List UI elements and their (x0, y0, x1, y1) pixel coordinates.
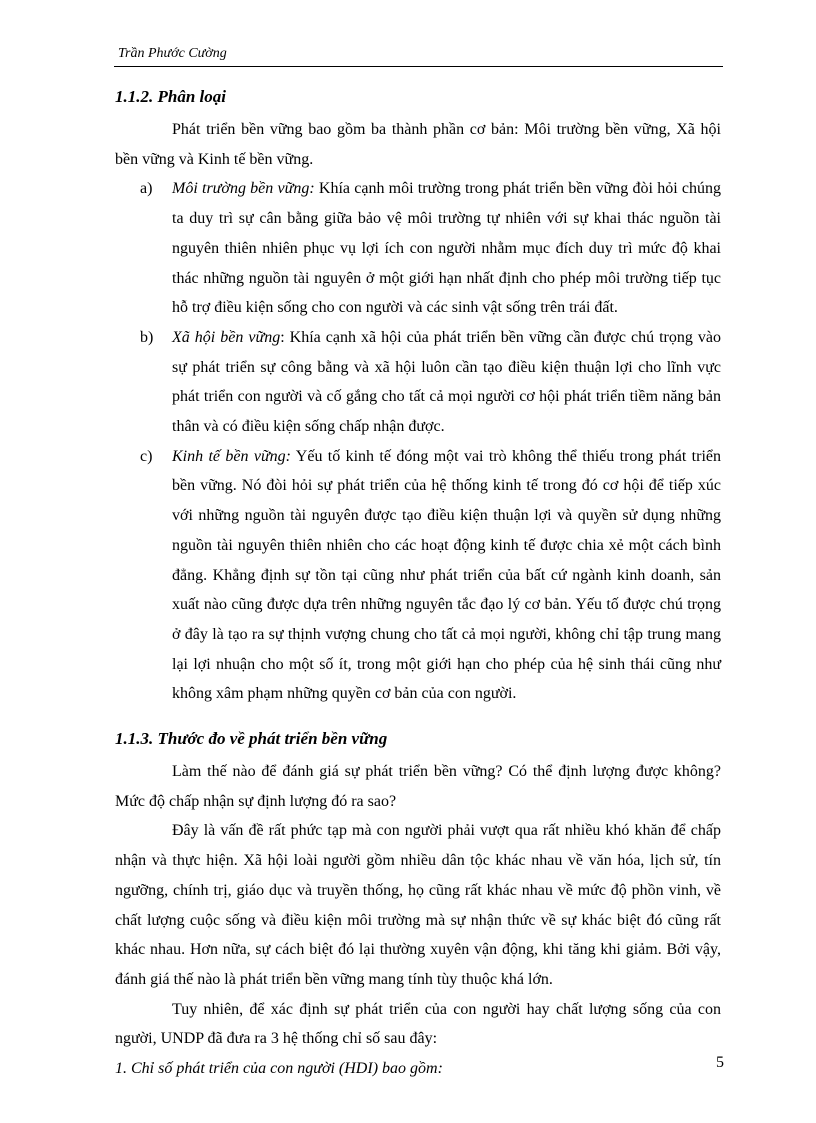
definition-economy: Yếu tố kinh tế đóng một vai trò không thể thiếu trong phát triển bền vững. Nó đòi hỏi sự phát triển của hệ thống kinh tế trong đó cơ hội để tiếp xúc với những nguồn tài nguyên được tạo điều kiện thuận lợi và quyền sử dụng những nguồn tài nguyên thiên nhiên cho các hoạt động kinh tế được chia xẻ một cách bình đẳng. Khẳng định sự tồn tại cũng như phát triển của bất cứ ngành kinh doanh, sản xuất nào cũng được dựa trên những nguyên tắc đạo lý cơ bản. Yếu tố được chú trọng ở đây là tạo ra sự thịnh vượng chung cho tất cả mọi người, không chỉ tập trung mang lại lợi nhuận cho một số ít, trong một giới hạn cho phép của hệ sinh thái cũng như không xâm phạm những quyền cơ bản của con người. (172, 447, 722, 703)
list-marker: a) (140, 180, 153, 198)
list-marker: b) (140, 328, 154, 346)
section-heading-measurement: 1.1.3. Thước đo về phát triển bền vững (115, 729, 388, 749)
list-item-economy (115, 442, 721, 709)
list-item-environment (115, 174, 721, 323)
page-number: 5 (716, 1054, 724, 1071)
paragraph-intro: Phát triển bền vững bao gồm ba thành phần cơ bản: Môi trường bền vững, Xã hội bền vững và Kinh tế bền vững. (115, 121, 721, 168)
section-heading-classification: 1.1.2. Phân loại (115, 87, 226, 106)
list-marker: c) (140, 447, 153, 465)
classification-list (115, 174, 721, 709)
paragraph-complexity: Đây là vấn đề rất phức tạp mà con người phải vượt qua rất nhiều khó khăn để chấp nhận và thực hiện. Xã hội loài người gồm nhiều dân tộc khác nhau về văn hóa, lịch sử, tín ngưỡng, chính trị, giáo dục và truyền thống, họ cũng rất khác nhau về mức độ phồn vinh, về chất lượng cuộc sống và điều kiện môi trường mà sự nhận thức về sự khác biệt đó cũng rất khác nhau. Hơn nữa, sự cách biệt đó lại thường xuyên vận động, khi tăng khi giảm. Bởi vậy, đánh giá thế nào là phát triển bền vững mang tính tùy thuộc khá lớn. (115, 822, 721, 988)
page-body (115, 79, 721, 1084)
list-item-society (115, 323, 721, 442)
header-rule (114, 66, 723, 67)
running-header-author: Trần Phước Cường (118, 46, 227, 61)
paragraph-undp: Tuy nhiên, để xác định sự phát triển của con người hay chất lượng sống của con người, UNDP đã đưa ra 3 hệ thống chỉ số sau đây: (115, 1000, 721, 1048)
definition-society: : Khía cạnh xã hội của phát triển bền vững cần được chú trọng vào sự phát triển sự công bằng và xã hội luôn cần tạo điều kiện thuận lợi cho lĩnh vực phát triển con người và cố gắng cho tất cả mọi người cơ hội phát triển tiềm năng bản thân và có điều kiện sống chấp nhận được. (172, 328, 721, 436)
paragraph-question: Làm thế nào để đánh giá sự phát triển bền vững? Có thể định lượng được không? Mức độ chấp nhận sự định lượng đó ra sao? (115, 763, 721, 810)
term-economy: Kinh tế bền vững: (172, 447, 292, 465)
term-society: Xã hội bền vững (172, 328, 281, 346)
term-environment: Môi trường bền vững: (172, 180, 315, 198)
definition-environment: Khía cạnh môi trường trong phát triển bền vững đòi hỏi chúng ta duy trì sự cân bằng giữa bảo vệ môi trường tự nhiên với sự khai thác nguồn tài nguyên thiên nhiên phục vụ lợi ích con người nhằm mục đích duy trì mức độ khai thác những nguồn tài nguyên ở một giới hạn nhất định cho phép môi trường tiếp tục hỗ trợ điều kiện sống cho con người và các sinh vật sống trên trái đất. (172, 180, 721, 317)
hdi-lead: 1. Chỉ số phát triển của con người (HDI) bao gồm: (115, 1060, 443, 1078)
